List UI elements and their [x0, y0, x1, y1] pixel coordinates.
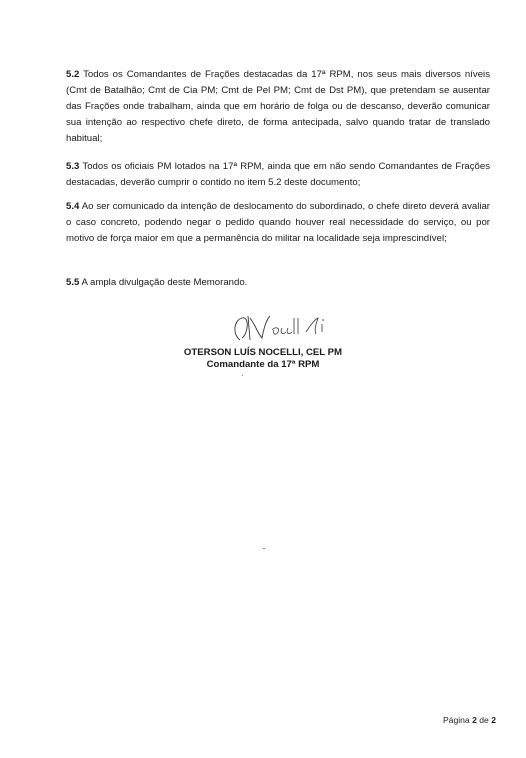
paragraph-text: Todos os Comandantes de Frações destacadas da 17ª RPM, nos seus mais diversos níveis (Cmt de Batalhão; Cmt de Cia PM; Cmt de Pel PM; Cmt de Dst PM), que pretendam se ausentar das Frações onde trabalham, ainda que em horário de folga ou de descanso, deverão comunicar sua intenção ao respectivo chefe direto, de forma antecipada, salvo quando tratar de translado habitual; — [66, 69, 490, 144]
signatory-role: Comandante da 17ª RPM — [206, 359, 320, 370]
paragraph-text: Todos os oficiais PM lotados na 17ª RPM, ainda que em não sendo Comandantes de Frações destacadas, deverão cumprir o contido no item 5.2 deste documento; — [66, 161, 490, 188]
paragraph-number: 5.3 — [66, 161, 80, 172]
page-label: Página — [442, 715, 470, 725]
page-total: 2 — [491, 715, 496, 725]
page-footer — [443, 715, 496, 725]
scan-speck — [263, 548, 265, 549]
paragraph-5-2 — [66, 67, 490, 147]
paragraph-number: 5.5 — [66, 277, 80, 288]
paragraph-text: Ao ser comunicado da intenção de deslocamento do subordinado, o chefe direto deverá avaliar o caso concreto, podendo negar o pedido quando houver real necessidade do serviço, ou por motivo de força maior em que a permanência do militar na localidade seja imprescindível; — [66, 201, 490, 244]
page-of: de — [479, 715, 489, 725]
signatory-name: OTERSON LUÍS NOCELLI, CEL PM — [183, 347, 343, 358]
paragraph-text: A ampla divulgação deste Memorando. — [81, 277, 248, 288]
paragraph-number: 5.4 — [66, 201, 80, 212]
page-current: 2 — [472, 715, 477, 725]
scan-speck — [242, 375, 243, 376]
paragraph-number: 5.2 — [66, 69, 80, 80]
paragraph-5-5 — [66, 275, 490, 291]
paragraph-5-3 — [66, 159, 490, 191]
paragraph-5-4 — [66, 199, 490, 247]
handwritten-signature — [228, 312, 338, 344]
